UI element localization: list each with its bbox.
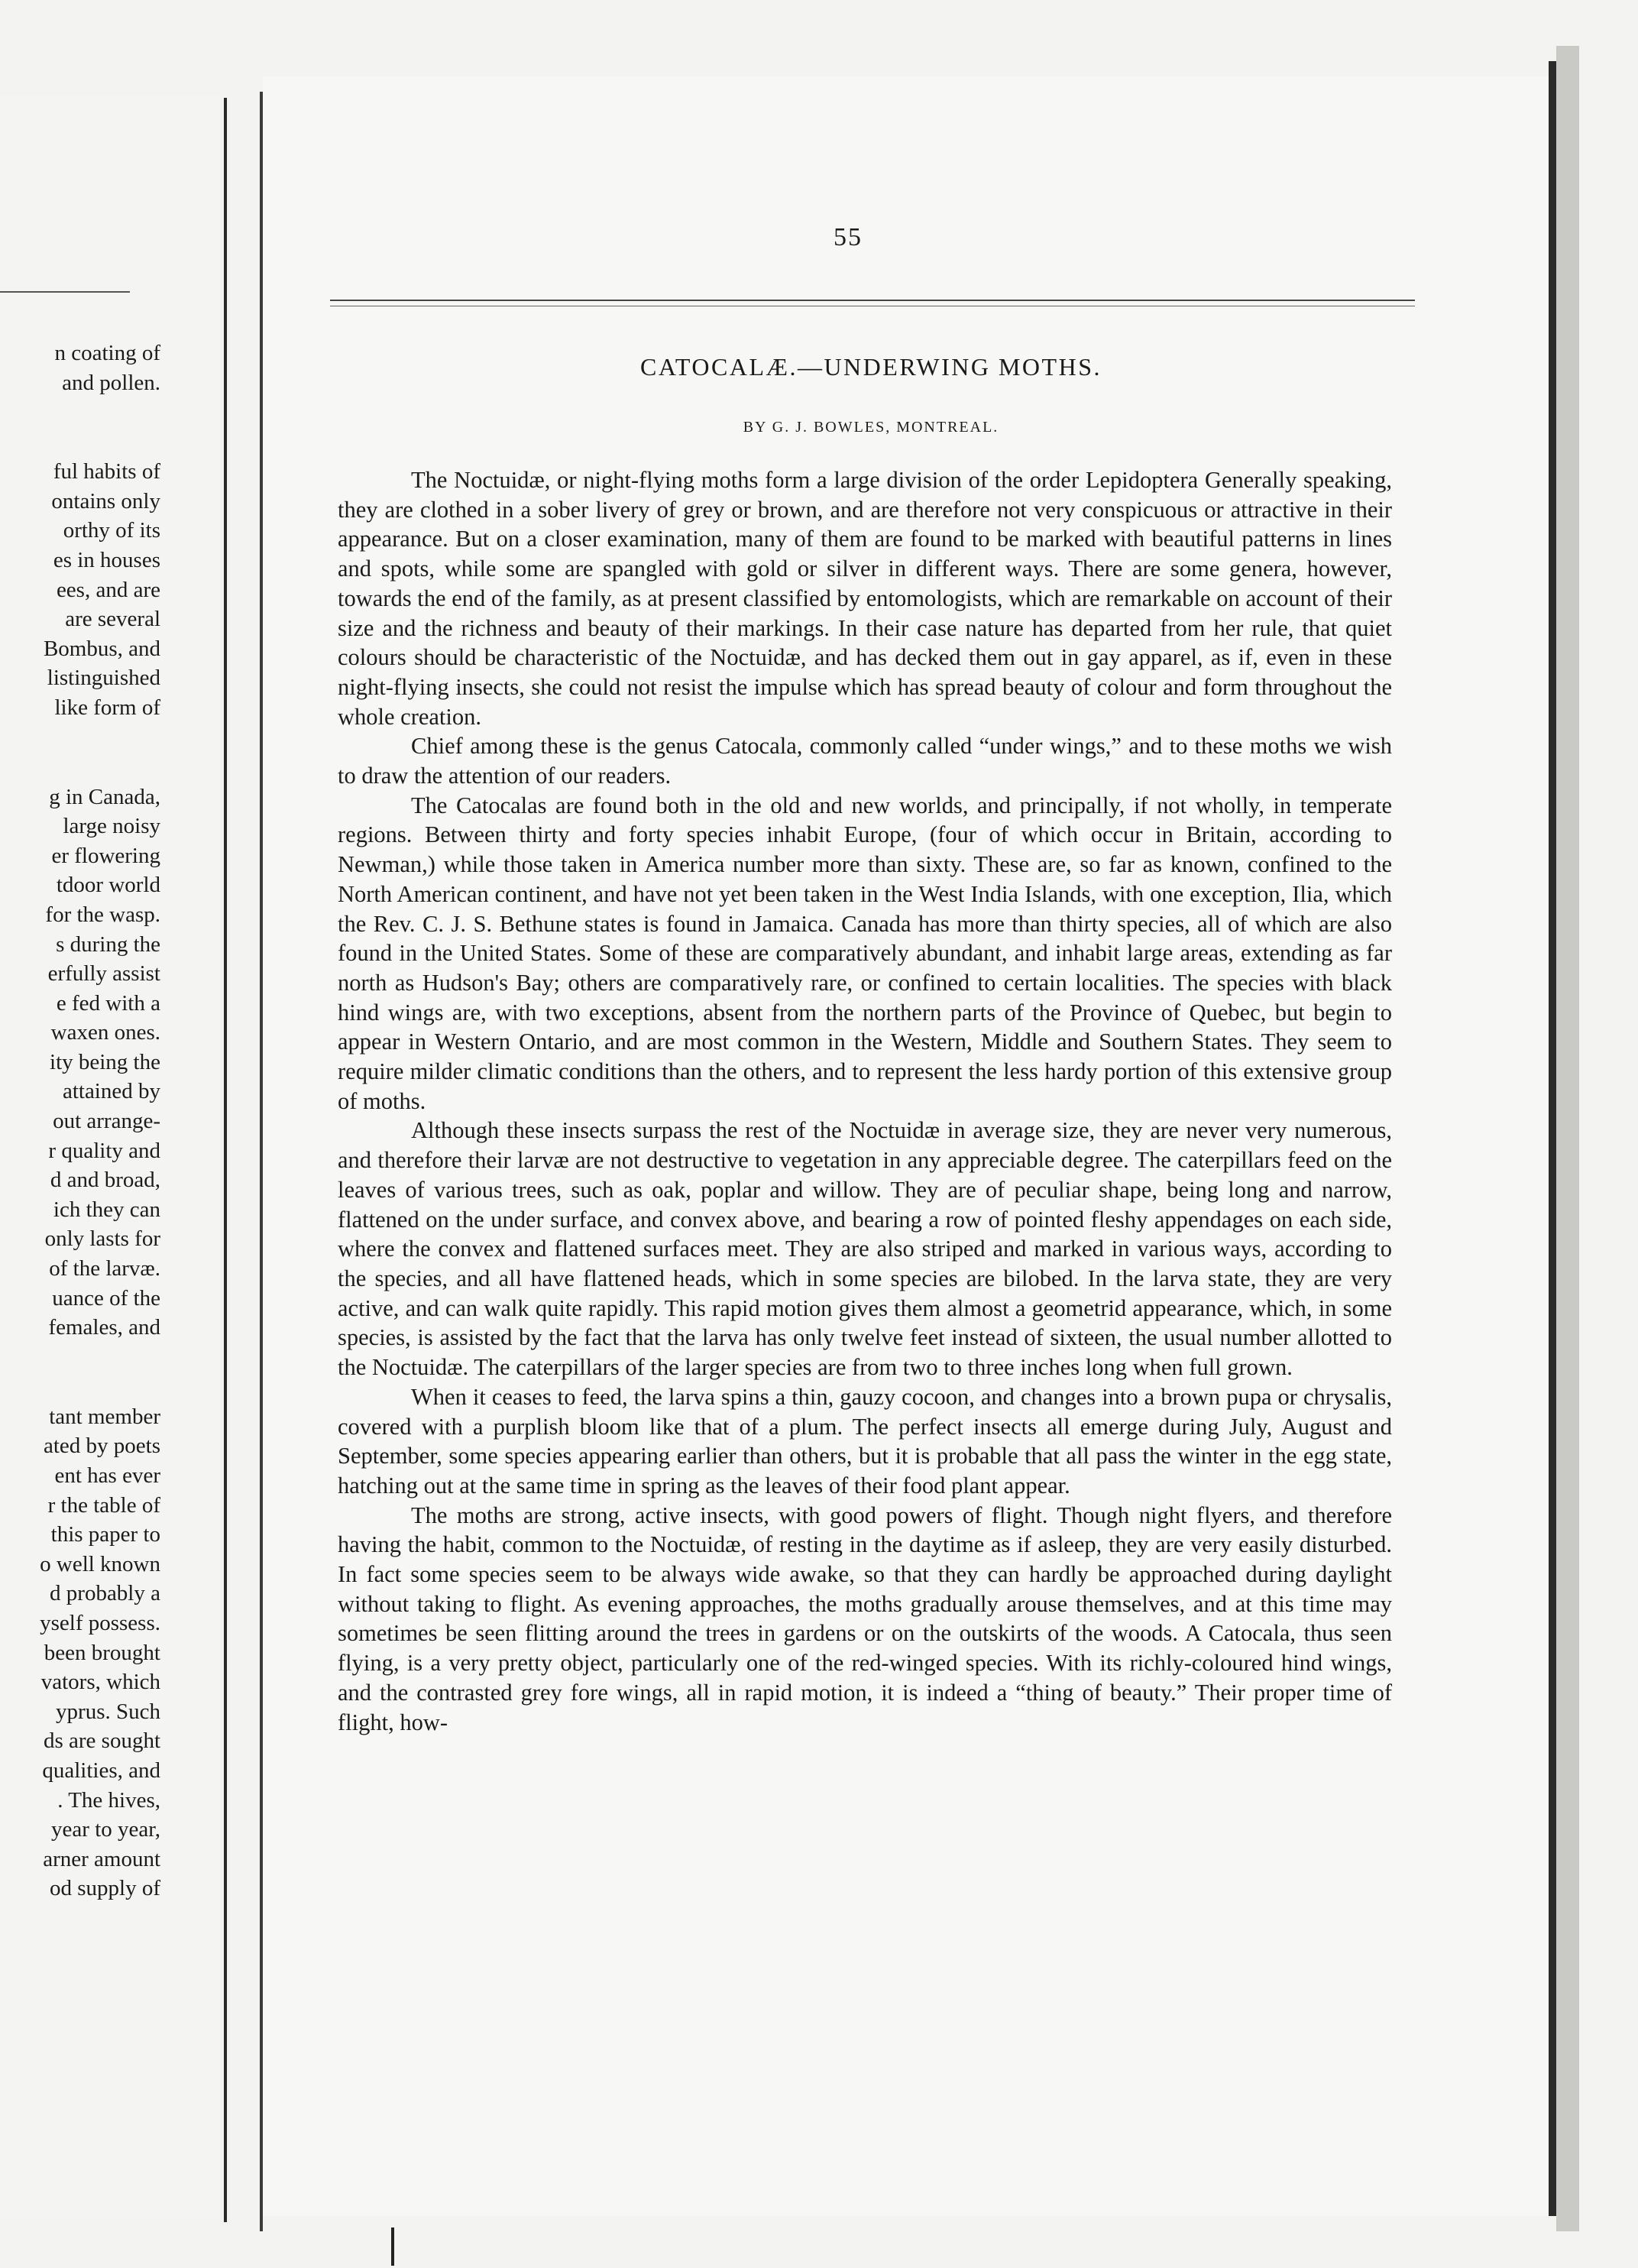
previous-page-line: es in houses <box>53 547 160 572</box>
previous-page-line: g in Canada, <box>49 784 160 809</box>
previous-page-line: of the larvæ. <box>49 1256 160 1281</box>
previous-page-line: waxen ones. <box>50 1020 160 1045</box>
previous-page-gap <box>0 397 160 457</box>
page-right-edge <box>1549 61 1556 2216</box>
previous-page-line: erfully assist <box>47 961 160 987</box>
previous-page-line: r quality and <box>48 1138 160 1163</box>
previous-page-line: yself possess. <box>40 1610 160 1635</box>
previous-page-line: er flowering <box>51 843 160 868</box>
previous-page-line: year to year, <box>51 1817 160 1842</box>
previous-page-line: are several <box>65 607 160 632</box>
previous-page-line: d probably a <box>50 1581 160 1606</box>
previous-page-line: out arrange- <box>53 1109 160 1134</box>
previous-page-line: ees, and are <box>56 577 160 602</box>
previous-page-line: ful habits of <box>53 459 160 484</box>
previous-page-line: for the wasp. <box>45 902 160 927</box>
page-stack-edge <box>1556 46 1579 2231</box>
previous-page-line: r the table of <box>47 1492 160 1518</box>
previous-page-line: s during the <box>56 932 160 957</box>
previous-page-line: tdoor world <box>56 873 160 898</box>
previous-page-line: e fed with a <box>56 990 160 1016</box>
paragraph: The Catocalas are found both in the old and new worlds, and principally, if not wholly, in temperate regions. Between thirty and forty species inhabit Europe, (four of which occur in Britain, according to Newman,) while those taken in America number more than sixty. These are, so far as known, confined to the North American continent, and have not yet been taken in the West India Islands, with one exception, Ilia, which the Rev. C. J. S. Bethune states is found in Jamaica. Canada has more than thirty species, all of which are also found in the United States. Some of these are comparatively abundant, and inhabit large areas, extending as far north as Hudson's Bay; others are comparatively rare, or confined to certain localities. The species with black hind wings are, with two exceptions, absent from the northern parts of the Province of Quebec, but begin to appear in Western Ontario, and are most common in the Western, Middle and Southern States. They seem to require milder climatic conditions than the others, and to represent the less hardy portion of this extensive group of moths. <box>338 792 1392 1114</box>
previous-page-text <box>0 339 160 1904</box>
paragraph: The Noctuidæ, or night-flying moths form a large division of the order Lepidoptera Generally speaking, they are clothed in a sober livery of grey or brown, and are therefore not very conspicuous or attractive in their appearance. But on a closer examination, many of them are found to be marked with beautiful patterns in lines and spots, while some are spangled with gold or silver in different ways. There are some genera, however, towards the end of the family, as at present classified by entomologists, which are remarkable on account of their size and the richness and beauty of their markings. In their case nature has departed from her rule, that quiet colours should be characteristic of the Noctuidæ, and has decked them out in gay apparel, as if, even in these night-flying insects, she could not resist the impulse which has spread beauty of colour and form throughout the whole creation. <box>338 467 1392 730</box>
previous-page-line: ated by poets <box>43 1434 160 1459</box>
binding-gutter-line <box>224 98 227 2222</box>
paragraph: Chief among these is the genus Catocala, commonly called “under wings,” and to these moths we wish to draw the attention of our readers. <box>338 733 1392 789</box>
previous-page-line: vators, which <box>40 1670 160 1695</box>
previous-page-line: tant member <box>49 1404 160 1429</box>
paragraph: When it ceases to feed, the larva spins a thin, gauzy cocoon, and changes into a brown pupa or chrysalis, covered with a purplish bloom like that of a plum. The perfect insects all emerge during July, August and September, some species appearing earlier than others, but it is probable that all pass the winter in the egg state, hatching out at the same time in spring as the leaves of their food plant appear. <box>338 1383 1392 1498</box>
previous-page-line: ity being the <box>50 1049 160 1074</box>
previous-page-rule <box>0 291 130 293</box>
article-body <box>338 465 1392 1737</box>
previous-page-line: ent has ever <box>54 1463 160 1488</box>
previous-page-line: Bombus, and <box>43 636 160 661</box>
previous-page-line: orthy of its <box>63 518 160 543</box>
previous-page-line: o well known <box>40 1551 160 1576</box>
previous-page-line: . The hives, <box>57 1787 160 1813</box>
previous-page-line: arner amount <box>43 1846 160 1871</box>
previous-page-line: n coating of <box>54 341 160 365</box>
previous-page-fragment <box>0 96 223 2220</box>
article-byline: BY G. J. BOWLES, MONTREAL. <box>743 419 999 436</box>
scan-artifact-mark <box>391 2228 394 2266</box>
previous-page-line: been brought <box>44 1640 160 1665</box>
previous-page-line: yprus. Such <box>56 1699 160 1724</box>
previous-page-line: qualities, and <box>42 1758 160 1783</box>
previous-page-line: ds are sought <box>43 1729 160 1754</box>
paragraph: The moths are strong, active insects, with good powers of flight. Though night flyers, and therefore having the habit, common to the Noctuidæ, of resting in the daytime as if asleep, they are very easily disturbed. In fact some species seem to be always wide awake, so that they can hardly be approached during daylight without taking to flight. As evening approaches, the moths gradually arouse themselves, and at this time may sometimes be seen flitting around the trees in gardens or on the outskirts of the woods. A Catocala, thus seen flying, is a very pretty object, particularly one of the red-winged species. With its richly-coloured hind wings, and the contrasted grey fore wings, all in rapid motion, it is indeed a “thing of beauty.” Their proper time of flight, how- <box>338 1502 1392 1735</box>
previous-page-line: large noisy <box>63 814 160 839</box>
previous-page-line: this paper to <box>50 1522 160 1547</box>
previous-page-line: od supply of <box>50 1876 160 1901</box>
previous-page-line: d and broad, <box>50 1168 160 1193</box>
article-title: CATOCALÆ.—UNDERWING MOTHS. <box>640 353 1102 381</box>
previous-page-line: uance of the <box>52 1285 160 1311</box>
paragraph: Although these insects surpass the rest of the Noctuidæ in average size, they are never very numerous, and therefore their larvæ are not destructive to vegetation in any appreciable degree. The caterpillars feed on the leaves of various trees, such as oak, poplar and willow. They are of peculiar shape, being long and narrow, flattened on the under surface, and convex above, and bearing a row of pointed fleshy appendages on each side, where the convex and flattened surfaces meet. They are also striped and marked in various ways, according to the species, and all have flattened heads, which in some species are bilobed. In the larva state, they are very active, and can walk quite rapidly. This rapid motion gives them almost a geometrid appearance, which, in some species, is assisted by the fact that the larva has only twelve feet instead of sixteen, the usual number allotted to the Noctuidæ. The caterpillars of the larger species are from two to three inches long when full grown. <box>338 1117 1392 1381</box>
previous-page-line: listinguished <box>47 666 160 691</box>
previous-page-line: only lasts for <box>44 1226 160 1252</box>
previous-page-line: ontains only <box>51 488 160 514</box>
previous-page-line: and pollen. <box>62 370 160 395</box>
previous-page-line: females, and <box>48 1315 160 1340</box>
previous-page-line: ich they can <box>53 1197 160 1222</box>
previous-page-line: like form of <box>54 695 160 720</box>
previous-page-gap <box>0 1343 160 1402</box>
previous-page-line: attained by <box>62 1079 160 1104</box>
header-rule <box>330 300 1415 301</box>
previous-page-gap <box>0 723 160 782</box>
page-number: 55 <box>834 223 863 251</box>
